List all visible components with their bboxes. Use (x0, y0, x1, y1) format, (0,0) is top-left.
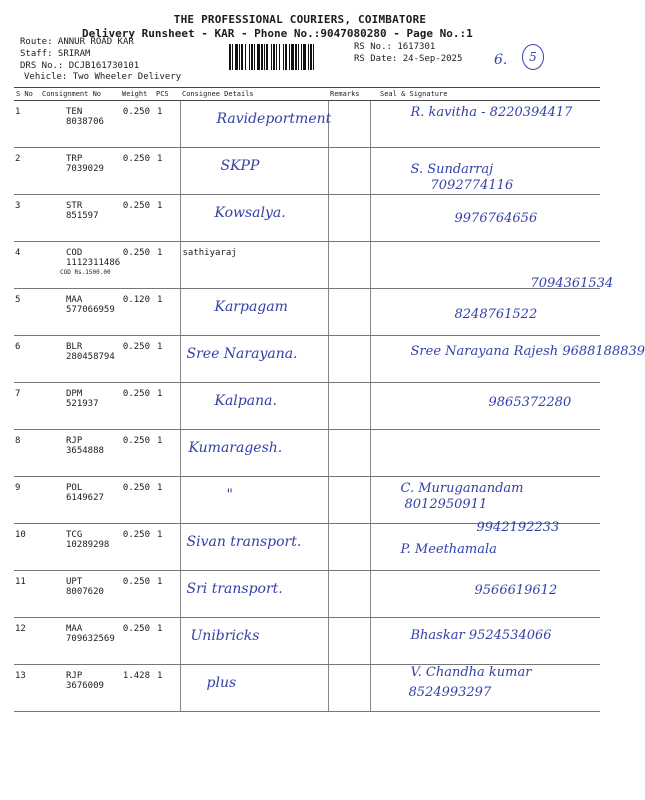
consignee-handwritten: Kalpana. (214, 393, 277, 409)
table-row (14, 289, 600, 336)
runsheet-subtitle: Delivery Runsheet - KAR - Phone No.:9047080280 - Page No.:1 (82, 27, 473, 40)
row-consignee (180, 665, 328, 712)
barcode-bar (264, 44, 265, 70)
barcode-bar (313, 44, 314, 70)
row-pcs: 1 (154, 618, 180, 665)
row-seal (370, 336, 645, 383)
barcode (228, 44, 350, 70)
barcode-bar (235, 44, 238, 70)
row-seal (370, 477, 600, 524)
consignee-handwritten: plus (206, 675, 237, 691)
row-consignee (180, 477, 328, 524)
row-pcs: 1 (154, 289, 180, 336)
table-row (14, 242, 600, 289)
barcode-bar (298, 44, 299, 70)
row-consignee (180, 148, 328, 195)
row-pcs: 1 (154, 101, 180, 148)
row-consignment (40, 242, 120, 289)
row-sno: 2 (14, 148, 40, 195)
barcode-bar (245, 44, 246, 70)
consignment-no: RJP 3676009 (66, 671, 104, 691)
row-consignee (180, 524, 328, 571)
table-row (14, 195, 600, 242)
barcode-bar (291, 44, 294, 70)
signature-text: C. Muruganandam (400, 481, 524, 496)
consignee-handwritten: Kowsalya. (214, 205, 286, 221)
barcode-bar (249, 44, 250, 70)
row-consignment (40, 665, 120, 712)
row-sno: 6 (14, 336, 40, 383)
barcode-bar (285, 44, 287, 70)
consignment-no: STR 851597 (66, 201, 99, 221)
row-consignment (40, 289, 120, 336)
barcode-bar (266, 44, 268, 70)
row-consignee (180, 336, 328, 383)
row-pcs: 1 (154, 665, 180, 712)
row-consignment (40, 430, 120, 477)
table-row (14, 571, 600, 618)
row-sno: 5 (14, 289, 40, 336)
row-seal (370, 383, 600, 430)
row-sno: 7 (14, 383, 40, 430)
col-remarks: Remarks (328, 88, 370, 101)
consignee-handwritten: Sri transport. (186, 581, 283, 597)
consignee-handwritten: " (226, 487, 233, 503)
row-pcs: 1 (154, 336, 180, 383)
signature-text: Bhaskar 9524534066 (410, 628, 552, 643)
route-text: Route: ANNUR ROAD KAR (20, 37, 134, 47)
row-weight: 0.250 (120, 148, 154, 195)
barcode-bar (241, 44, 243, 70)
row-remarks (328, 665, 370, 712)
row-remarks (328, 524, 370, 571)
vehicle-text: Vehicle: Two Wheeler Delivery (24, 72, 182, 82)
row-seal (370, 195, 600, 242)
row-weight: 0.250 (120, 195, 154, 242)
row-weight: 0.250 (120, 477, 154, 524)
row-pcs: 1 (154, 430, 180, 477)
row-seal (370, 571, 600, 618)
barcode-bar (239, 44, 240, 70)
barcode-bar (251, 44, 253, 70)
signature-phone: 8012950911 (404, 497, 488, 512)
row-sno: 8 (14, 430, 40, 477)
consignee-handwritten: Ravideportment (216, 111, 332, 127)
row-consignee (180, 195, 328, 242)
runsheet-table (14, 87, 645, 712)
col-pcs: PCS (154, 88, 180, 101)
row-pcs: 1 (154, 571, 180, 618)
consignment-no: DPM 521937 (66, 389, 99, 409)
table-row (14, 383, 600, 430)
signature-text: 9942192233 (476, 520, 560, 535)
barcode-bar (232, 44, 233, 70)
row-consignment (40, 524, 120, 571)
row-sno: 1 (14, 101, 40, 148)
barcode-bar (301, 44, 302, 70)
row-consignee (180, 430, 328, 477)
row-seal (370, 618, 600, 665)
row-sno: 13 (14, 665, 40, 712)
barcode-bar (273, 44, 275, 70)
row-sno: 11 (14, 571, 40, 618)
row-remarks (328, 148, 370, 195)
table-row (14, 618, 600, 665)
table-header (14, 88, 600, 101)
row-weight: 0.250 (120, 618, 154, 665)
col-seal: Seal & Signature (370, 88, 600, 101)
consignment-no: MAA 709632569 (66, 624, 115, 644)
col-consignment: Consignment No (40, 88, 120, 101)
row-pcs: 1 (154, 524, 180, 571)
barcode-bar (295, 44, 297, 70)
row-seal (370, 101, 600, 148)
table-row (14, 101, 600, 148)
row-consignee (180, 618, 328, 665)
row-seal (370, 289, 600, 336)
row-consignment (40, 571, 120, 618)
signature-text: 8248761522 (454, 307, 538, 322)
barcode-bar (279, 44, 280, 70)
row-remarks (328, 101, 370, 148)
row-remarks (328, 242, 370, 289)
table-row (14, 524, 600, 571)
row-remarks (328, 430, 370, 477)
signature-text: R. kavitha - 8220394417 (410, 105, 573, 120)
row-remarks (328, 571, 370, 618)
table-row (14, 665, 600, 712)
table-row (14, 477, 600, 524)
table-row (14, 148, 600, 195)
signature-text: V. Chandha kumar (410, 665, 532, 680)
row-weight: 0.120 (120, 289, 154, 336)
barcode-bar (254, 44, 255, 70)
row-weight: 0.250 (120, 430, 154, 477)
signature-text: 9976764656 (454, 211, 538, 226)
row-consignment (40, 618, 120, 665)
row-remarks (328, 383, 370, 430)
row-sno: 3 (14, 195, 40, 242)
consignee-handwritten: Karpagam (214, 299, 288, 315)
barcode-bar (303, 44, 306, 70)
table-row (14, 336, 600, 383)
barcode-bar (283, 44, 284, 70)
row-seal (370, 520, 600, 571)
row-sno: 4 (14, 242, 40, 289)
table-row (14, 430, 600, 477)
col-weight: Weight (120, 88, 154, 101)
col-consignee: Consignee Details (180, 88, 328, 101)
rs-number: RS No.: 1617301 (354, 42, 436, 52)
col-sno: S No (14, 88, 40, 101)
row-consignee (180, 571, 328, 618)
row-consignee (180, 383, 328, 430)
consignee-handwritten: Sivan transport. (186, 534, 302, 550)
consignee-handwritten: SKPP (220, 158, 260, 174)
row-weight: 0.250 (120, 101, 154, 148)
staff-text: Staff: SRIRAM (20, 49, 91, 59)
barcode-bar (276, 44, 277, 70)
consignment-no: BLR 280458794 (66, 342, 115, 362)
row-weight: 0.250 (120, 336, 154, 383)
signature-text: 9566619612 (474, 583, 558, 598)
consignment-no: TEN 8038706 (66, 107, 104, 127)
row-sno: 9 (14, 477, 40, 524)
drs-text: DRS No.: DCJB161730101 (20, 61, 140, 71)
row-pcs: 1 (154, 195, 180, 242)
barcode-bar (261, 44, 263, 70)
row-weight: 0.250 (120, 571, 154, 618)
barcode-bar (257, 44, 260, 70)
consignment-no: UPT 8007620 (66, 577, 104, 597)
signature-text: Sree Narayana Rajesh 9688188839 (410, 344, 645, 359)
signature-phone: P. Meethamala (400, 542, 497, 557)
consignee-printed: sathiyaraj (182, 248, 237, 258)
consignment-no: POL 6149627 (66, 483, 104, 503)
row-weight: 0.250 (120, 524, 154, 571)
consignment-no: TRP 7039029 (66, 154, 104, 174)
row-consignment (40, 477, 120, 524)
row-consignment (40, 383, 120, 430)
cod-note: COD Rs.1500.00 (60, 269, 111, 276)
signature-text: S. Sundarraj (410, 162, 494, 177)
row-consignee (180, 289, 328, 336)
row-sno: 12 (14, 618, 40, 665)
row-remarks (328, 618, 370, 665)
row-consignment (40, 101, 120, 148)
row-weight: 1.428 (120, 665, 154, 712)
consignment-no: TCG 10289298 (66, 530, 110, 550)
barcode-bar (310, 44, 312, 70)
row-pcs: 1 (154, 242, 180, 289)
row-sno: 10 (14, 524, 40, 571)
handwritten-circled-number: 5 (522, 44, 544, 70)
signature-phone: 7092774116 (430, 178, 514, 193)
row-remarks (328, 289, 370, 336)
consignee-handwritten: Sree Narayana. (186, 346, 298, 362)
row-remarks (328, 477, 370, 524)
row-consignment (40, 195, 120, 242)
row-consignee (180, 242, 328, 289)
signature-phone: 8524993297 (408, 685, 492, 700)
rs-date: RS Date: 24-Sep-2025 (354, 54, 463, 64)
row-pcs: 1 (154, 148, 180, 195)
signature-text: 7094361534 (530, 276, 614, 291)
row-pcs: 1 (154, 383, 180, 430)
row-remarks (328, 195, 370, 242)
row-pcs: 1 (154, 477, 180, 524)
row-seal (370, 665, 600, 712)
row-consignee (180, 101, 332, 148)
row-seal (370, 148, 600, 195)
consignment-no: MAA 577066959 (66, 295, 115, 315)
consignment-no: RJP 3654888 (66, 436, 104, 456)
barcode-bar (308, 44, 309, 70)
row-remarks (328, 336, 370, 383)
barcode-bar (289, 44, 290, 70)
row-weight: 0.250 (120, 242, 154, 289)
barcode-bar (271, 44, 272, 70)
row-consignment (40, 336, 120, 383)
consignee-handwritten: Kumaragesh. (188, 440, 283, 456)
row-weight: 0.250 (120, 383, 154, 430)
row-consignment (40, 148, 120, 195)
barcode-bar (229, 44, 231, 70)
company-title: THE PROFESSIONAL COURIERS, COIMBATORE (173, 13, 427, 26)
row-seal (370, 430, 600, 477)
consignee-handwritten: Unibricks (190, 628, 260, 644)
consignment-no: COD 1112311486 (66, 248, 121, 268)
row-seal (370, 242, 614, 291)
signature-text: 9865372280 (488, 395, 572, 410)
handwritten-mark: 6. (494, 52, 508, 68)
